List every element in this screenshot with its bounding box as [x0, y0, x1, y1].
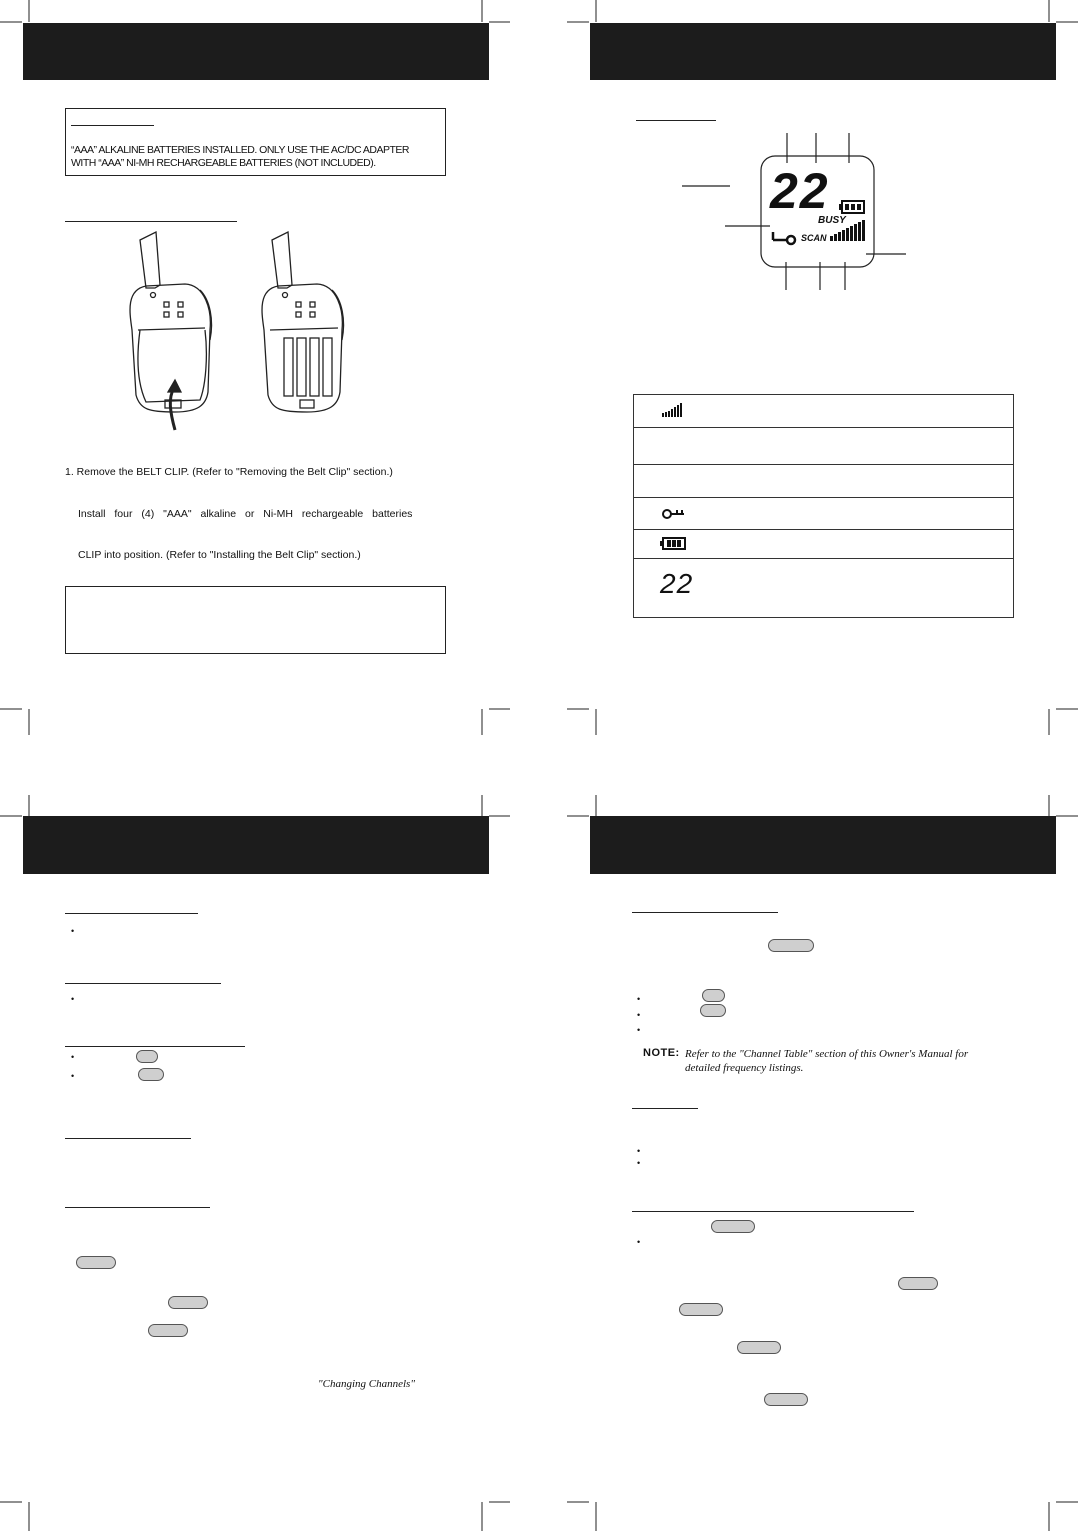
- bullet: •: [637, 1025, 641, 1035]
- note-line-2: detailed frequency listings.: [685, 1062, 804, 1074]
- section-heading-rule: [65, 1207, 210, 1208]
- button-graphic: [764, 1393, 808, 1406]
- caution-line-2: WITH “AAA” NI-MH RECHARGEABLE BATTERIES (NOT INCLUDED).: [71, 157, 376, 169]
- button-graphic: [898, 1277, 938, 1290]
- table-row: [634, 559, 1013, 616]
- key-lock-icon: [662, 506, 692, 522]
- section-heading-rule: [632, 1211, 914, 1212]
- button-graphic: [76, 1256, 116, 1269]
- button-graphic: [711, 1220, 755, 1233]
- section-heading-rule: [632, 912, 778, 913]
- section-heading-rule: [632, 1108, 698, 1109]
- battery-step-2: Install four (4) "AAA" alkaline or Ni-MH rechargeable batteries: [78, 508, 413, 520]
- button-graphic: [168, 1296, 208, 1309]
- table-channel-digits: 22: [660, 568, 694, 599]
- battery-step-3: CLIP into position. (Refer to "Installing the Belt Clip" section.): [78, 549, 361, 561]
- button-graphic: [148, 1324, 188, 1337]
- battery-level-icon: [660, 537, 690, 551]
- section-heading-rule: [65, 983, 221, 984]
- table-row: [634, 465, 1013, 498]
- lcd-scan-indicator: SCAN: [801, 233, 827, 243]
- caution-line-1: “AAA” ALKALINE BATTERIES INSTALLED. ONLY USE THE AC/DC ADAPTER: [71, 144, 409, 156]
- bullet: •: [71, 926, 75, 936]
- note-line-1: Refer to the "Channel Table" section of this Owner's Manual for: [685, 1048, 969, 1060]
- bullet: •: [637, 994, 641, 1004]
- bullet: •: [71, 994, 75, 1004]
- signal-strength-icon: [662, 401, 692, 421]
- battery-step-1: 1. Remove the BELT CLIP. (Refer to "Removing the Belt Clip" section.): [65, 466, 393, 478]
- bullet: •: [637, 1146, 641, 1156]
- section-heading-rule: [65, 1046, 245, 1047]
- section-heading-rule: [65, 1138, 191, 1139]
- table-row: [634, 498, 1013, 530]
- bullet: •: [637, 1010, 641, 1020]
- changing-channels-reference: "Changing Channels": [318, 1378, 415, 1390]
- up-button-graphic: [702, 989, 725, 1002]
- up-button-graphic: [136, 1050, 158, 1063]
- section-heading-rule: [65, 913, 198, 914]
- lcd-channel-digits: 22: [770, 163, 830, 219]
- bullet: •: [637, 1158, 641, 1168]
- down-button-graphic: [138, 1068, 164, 1081]
- bullet: •: [637, 1237, 641, 1247]
- note-label: NOTE:: [643, 1047, 680, 1059]
- table-row: [634, 395, 1013, 428]
- lcd-key-lock-icon: [773, 232, 795, 244]
- table-row: [634, 427, 1013, 465]
- table-row: [634, 530, 1013, 559]
- bullet: •: [71, 1071, 75, 1081]
- lcd-icon-table: [633, 394, 1014, 618]
- lcd-battery-icon: [839, 201, 864, 213]
- lcd-busy-indicator: BUSY: [818, 215, 846, 226]
- bullet: •: [71, 1052, 75, 1062]
- button-graphic: [768, 939, 814, 952]
- button-graphic: [737, 1341, 781, 1354]
- down-button-graphic: [700, 1004, 726, 1017]
- button-graphic: [679, 1303, 723, 1316]
